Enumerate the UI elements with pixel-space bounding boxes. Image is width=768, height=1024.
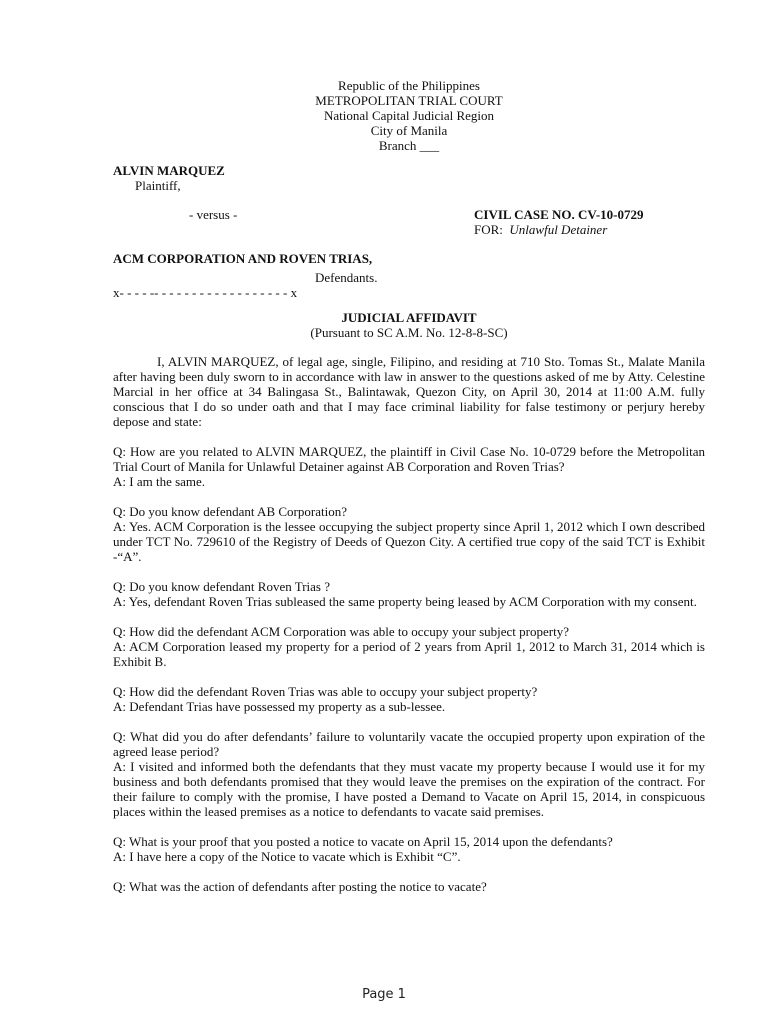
intro-paragraph: I, ALVIN MARQUEZ, of legal age, single, Filipino, and residing at 710 Sto. Tomas St., Malate Manila after having been duly sworn to in accordance with law in answer to the questions asked of me by Atty. Celestine Marcial in her office at 34 Balingasa St., Balintawak, Quezon City, on April 30, 2014 at 11:00 A.M. fully conscious that I do so under oath and that I may face criminal liability for false testimony or perjury hereby depose and state:	[113, 354, 705, 429]
answer: A: ACM Corporation leased my property for a period of 2 years from April 1, 2012 to March 31, 2014 which is Exhibit B.	[113, 639, 705, 669]
defendants-role: Defendants.	[315, 270, 378, 285]
qa-list	[113, 444, 705, 894]
header-republic: Republic of the Philippines	[338, 78, 480, 93]
for-value: Unlawful Detainer	[509, 222, 608, 237]
qa-item	[113, 834, 705, 864]
qa-item	[113, 624, 705, 669]
header-city: City of Manila	[370, 123, 448, 138]
question: Q: What is your proof that you posted a notice to vacate on April 15, 2014 upon the defendants?	[113, 834, 613, 849]
header-court: METROPOLITAN TRIAL COURT	[315, 93, 503, 108]
question: Q: How did the defendant Roven Trias was able to occupy your subject property?	[113, 684, 538, 699]
header-region: National Capital Judicial Region	[323, 108, 495, 123]
qa-item	[113, 504, 705, 564]
page-number: Page 1	[362, 987, 406, 1002]
caption-separator: x- - - - -- - - - - - - - - - - - - - - - - - x	[113, 285, 298, 300]
versus-row	[113, 207, 705, 222]
versus-label: - versus -	[189, 207, 238, 222]
question: Q: How did the defendant ACM Corporation was able to occupy your subject property?	[113, 624, 569, 639]
affidavit-title-block	[113, 310, 705, 340]
plaintiff-name: ALVIN MARQUEZ	[113, 163, 225, 178]
question: Q: How are you related to ALVIN MARQUEZ, the plaintiff in Civil Case No. 10-0729 before the Metropolitan Trial Court of Manila for Unlawful Detainer against AB Corporation and Roven Trias?	[113, 444, 705, 474]
case-number: CIVIL CASE NO. CV-10-0729	[474, 207, 644, 222]
qa-item	[113, 579, 705, 609]
answer: A: Yes. ACM Corporation is the lessee occupying the subject property since April 1, 2012 which I own described under TCT No. 729610 of the Registry of Deeds of Quezon City. A certified true copy of the said TCT is Exhibit -“A”.	[113, 519, 705, 564]
qa-item	[113, 444, 705, 489]
for-label: FOR:	[474, 222, 503, 237]
qa-item	[113, 684, 705, 714]
plaintiff-role: Plaintiff,	[135, 178, 181, 193]
case-nature	[474, 222, 607, 237]
qa-item	[113, 879, 705, 894]
case-caption	[113, 163, 705, 300]
affidavit-subtitle: (Pursuant to SC A.M. No. 12-8-8-SC)	[310, 325, 508, 340]
question: Q: What was the action of defendants after posting the notice to vacate?	[113, 879, 487, 894]
qa-item	[113, 729, 705, 819]
court-header	[113, 78, 705, 153]
defendants-name: ACM CORPORATION AND ROVEN TRIAS,	[113, 251, 373, 266]
question: Q: Do you know defendant AB Corporation?	[113, 504, 347, 519]
header-branch: Branch ___	[378, 138, 440, 153]
answer: A: I am the same.	[113, 474, 206, 489]
question: Q: What did you do after defendants’ failure to voluntarily vacate the occupied property upon expiration of the agreed lease period?	[113, 729, 705, 759]
answer: A: Yes, defendant Roven Trias subleased the same property being leased by ACM Corporation with my consent.	[113, 594, 697, 609]
document-page	[113, 78, 705, 894]
for-row	[113, 222, 705, 237]
answer: A: Defendant Trias have possessed my property as a sub-lessee.	[113, 699, 446, 714]
question: Q: Do you know defendant Roven Trias ?	[113, 579, 331, 594]
answer: A: I have here a copy of the Notice to vacate which is Exhibit “C”.	[113, 849, 461, 864]
affidavit-title: JUDICIAL AFFIDAVIT	[341, 310, 477, 325]
answer: A: I visited and informed both the defendants that they must vacate my property because I would use it for my business and both defendants promised that they would leave the premises on the expiration of the contract. For their failure to comply with the promise, I have posted a Demand to Vacate on April 15, 2014, in conspicuous places within the leased premises as a notice to defendants to vacate said premises.	[113, 759, 705, 819]
